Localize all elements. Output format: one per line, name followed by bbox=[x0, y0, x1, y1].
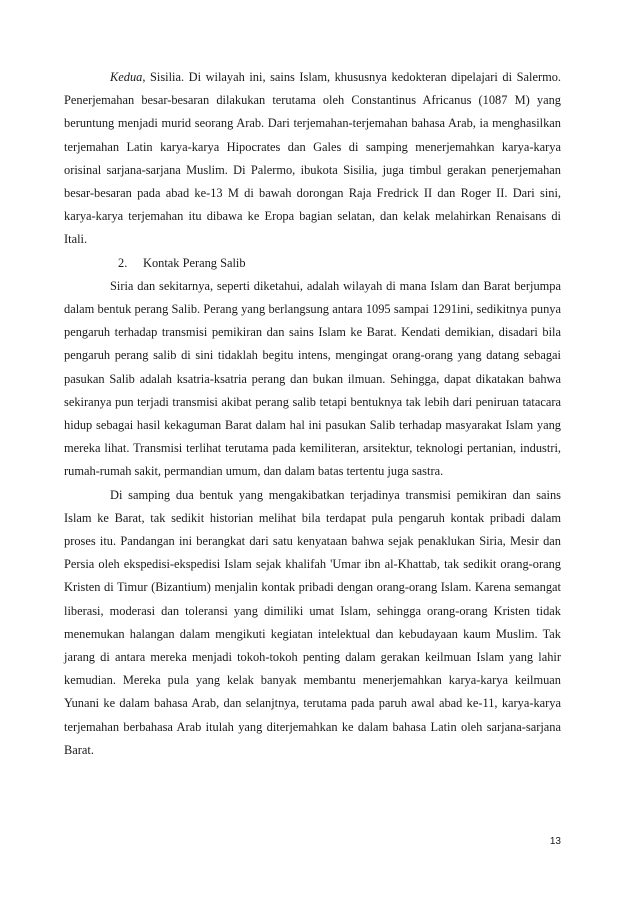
page-number: 13 bbox=[549, 836, 561, 847]
section-heading bbox=[64, 252, 561, 275]
section-heading-number: 2. bbox=[118, 255, 128, 270]
paragraph-text: , Sisilia. Di wilayah ini, sains Islam, khususnya kedokteran dipelajari di Salermo. Penerjemahan besar-besaran dilakukan terutama oleh Constantinus Africanus (1087 M) yang beruntung menjadi murid seorang Arab. Dari terjemahan-terjemahan bahasa Arab, ia menghasilkan terjemahan Latin karya-karya Hipocrates dan Gales di samping menerjemahkan karya-karya orisinal sarjana-sarjana Muslim. Di Palermo, ibukota Sisilia, juga timbul gerakan penerjemahan besar-besaran pada abad ke-13 M di bawah dorongan Raja Fredrick II dan Roger II. Dari sini, karya-karya terjemahan itu dibawa ke Eropa bagian selatan, dan kelak melahirkan Renaisans di Itali. bbox=[64, 70, 561, 247]
paragraph-lead-italic: Kedua bbox=[110, 70, 143, 84]
paragraph-kedua-sisilia bbox=[64, 66, 561, 252]
document-body bbox=[64, 66, 561, 762]
section-heading-title: Kontak Perang Salib bbox=[143, 255, 246, 270]
paragraph-perang-salib: Siria dan sekitarnya, seperti diketahui, adalah wilayah di mana Islam dan Barat berjumpa dalam bentuk perang Salib. Perang yang berlangsung antara 1095 sampai 1291ini, sedikitnya punya pengaruh terhadap transmisi pemikiran dan sains Islam ke Barat. Kendati demikian, disadari bila pengaruh perang salib di sini tidaklah begitu intens, mengingat orang-orang yang datang sebagai pasukan Salib adalah ksatria-ksatria perang dan bukan ilmuan. Sehingga, dapat dikatakan bahwa sekiranya pun terjadi transmisi akibat perang salib tetapi bentuknya tak lebih dari peniruan tatacara hidup sebagai hasil kekaguman Barat dalam hal ini pasukan Salib terhadap masyarakat Islam yang mereka lihat. Transmisi terlihat terutama pada kemiliteran, arsitektur, teknologi pertanian, industri, rumah-rumah sakit, permandian umum, dan dalam batas tertentu juga sastra. bbox=[64, 278, 561, 479]
paragraph-kontak-pribadi: Di samping dua bentuk yang mengakibatkan terjadinya transmisi pemikiran dan sains Islam ke Barat, tak sedikit historian melihat bila terdapat pula pengaruh kontak pribadi dalam proses itu. Pandangan ini berangkat dari satu kenyataan bahwa sejak penaklukan Siria, Mesir dan Persia oleh ekspedisi-ekspedisi Islam sejak khalifah 'Umar ibn al-Khattab, tak sedikit orang-orang Kristen di Timur (Bizantium) menjalin kontak pribadi dengan orang-orang Islam. Karena semangat liberasi, moderasi dan toleransi yang dimiliki umat Islam, sehingga orang-orang Kristen tidak menemukan halangan dalam mengikuti kegiatan intelektual dan kebudayaan kaum Muslim. Tak jarang di antara mereka menjadi tokoh-tokoh penting dalam gerakan keilmuan Islam yang lahir kemudian. Mereka pula yang kelak banyak membantu menerjemahkan karya-karya keilmuan Yunani ke dalam bahasa Arab, dan selanjtnya, terutama pada paruh awal abad ke-11, karya-karya terjemahan berbahasa Arab itulah yang diterjemahkan ke dalam bahasa Latin oleh sarjana-sarjana Barat. bbox=[64, 487, 561, 757]
